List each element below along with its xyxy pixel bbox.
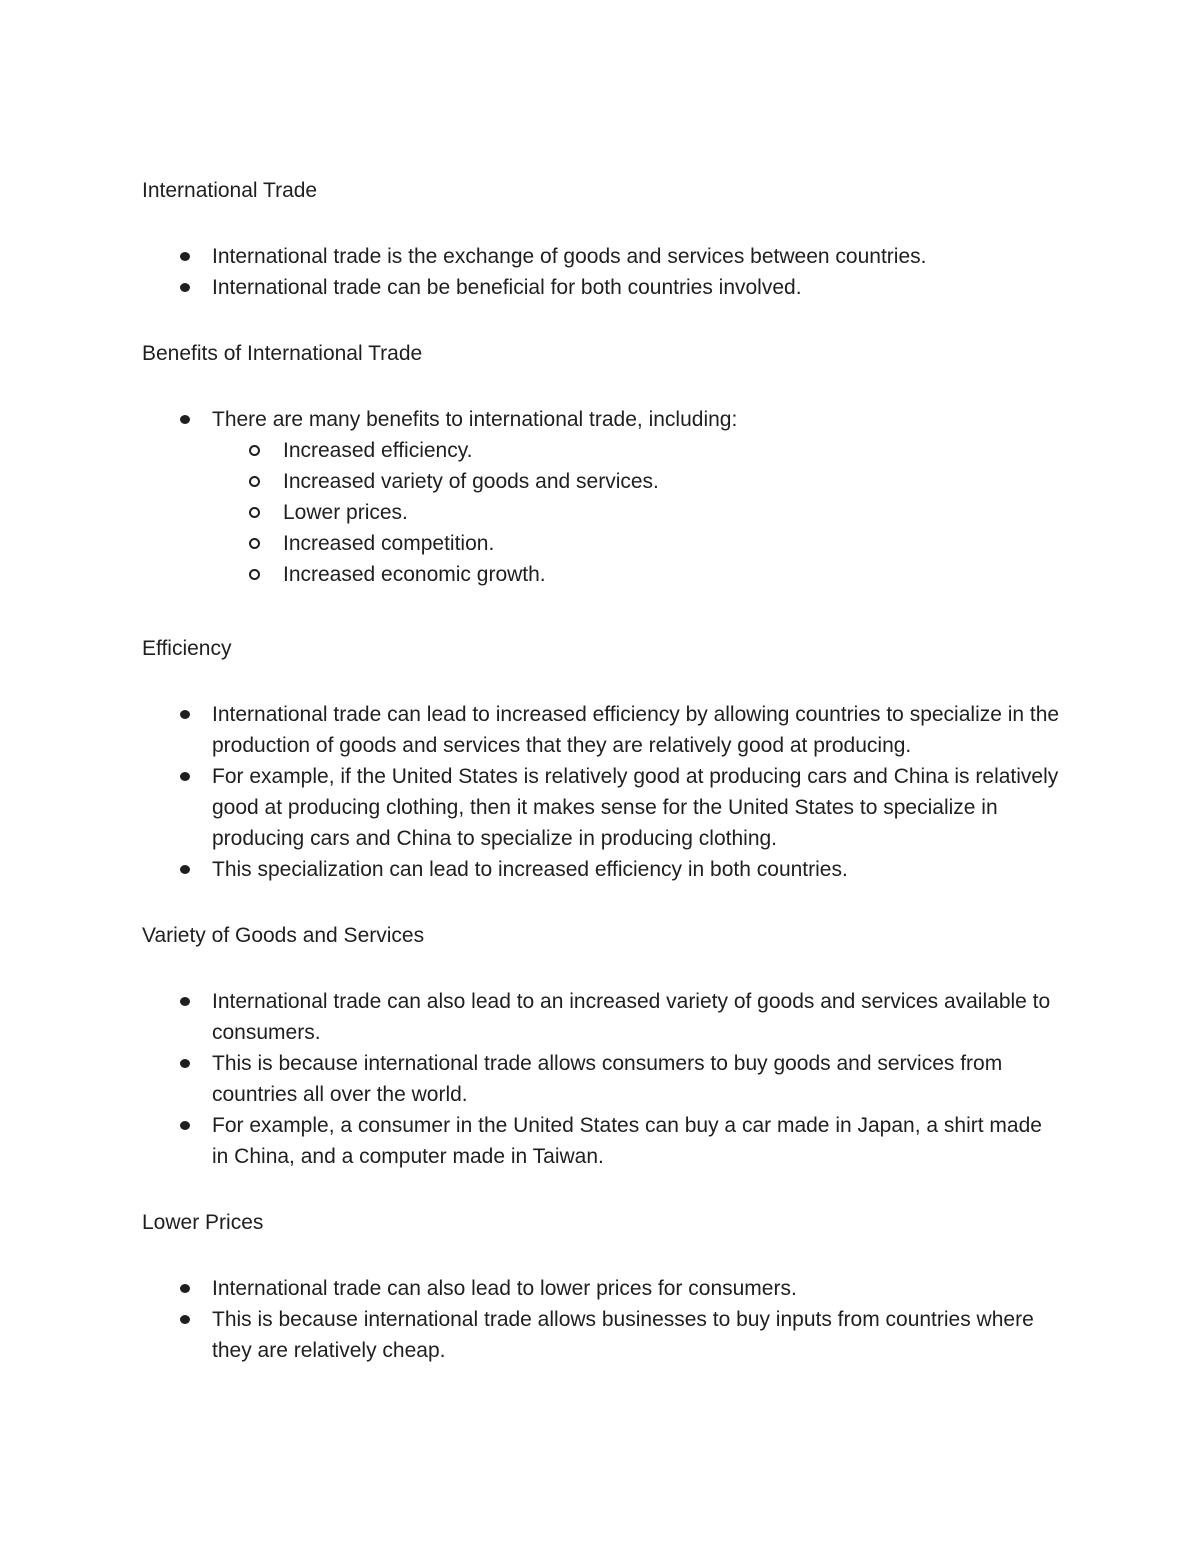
section-heading: International Trade	[142, 179, 318, 202]
list-item	[142, 761, 1062, 854]
list-item	[142, 986, 1062, 1048]
list-item-text: International trade is the exchange of goods and services between countries.	[212, 245, 927, 268]
list-item-text: There are many benefits to international trade, including:	[212, 408, 738, 431]
list-item-text: International trade can be beneficial for both countries involved.	[212, 276, 802, 299]
sub-bullet-list	[212, 435, 1062, 590]
bullet-icon	[180, 1121, 190, 1130]
hollow-bullet-icon	[249, 445, 260, 456]
bullet-icon	[180, 1059, 190, 1068]
sub-list-item	[212, 559, 1062, 590]
list-item	[142, 699, 1062, 761]
bullet-list	[142, 241, 1062, 303]
list-item-text: This is because international trade allows consumers to buy goods and services from countries all over the world.	[212, 1052, 1003, 1106]
bullet-list	[142, 1273, 1062, 1366]
section-benefits	[142, 338, 1062, 590]
section-heading: Benefits of International Trade	[142, 342, 423, 365]
bullet-list	[142, 404, 1062, 590]
sub-list-item	[212, 466, 1062, 497]
sub-list-item-text: Increased efficiency.	[283, 439, 473, 462]
list-item-text: For example, a consumer in the United States can buy a car made in Japan, a shirt made in China, and a computer made in Taiwan.	[212, 1114, 1042, 1168]
bullet-icon	[180, 772, 190, 781]
sub-list-item	[212, 497, 1062, 528]
bullet-icon	[180, 283, 190, 292]
list-item	[142, 1304, 1062, 1366]
bullet-icon	[180, 865, 190, 874]
list-item-text: International trade can also lead to lower prices for consumers.	[212, 1277, 797, 1300]
bullet-icon	[180, 1315, 190, 1324]
sub-list-item	[212, 528, 1062, 559]
bullet-list	[142, 699, 1062, 885]
section-variety	[142, 920, 1062, 1172]
list-item	[142, 1273, 1062, 1304]
section-international-trade	[142, 175, 1062, 303]
hollow-bullet-icon	[249, 507, 260, 518]
list-item	[142, 272, 1062, 303]
hollow-bullet-icon	[249, 569, 260, 580]
list-item-text: This specialization can lead to increased efficiency in both countries.	[212, 858, 848, 881]
list-item	[142, 1048, 1062, 1110]
list-item-text: This is because international trade allows businesses to buy inputs from countries where they are relatively cheap.	[212, 1308, 1034, 1362]
sub-list-item-text: Increased economic growth.	[283, 563, 546, 586]
section-heading: Lower Prices	[142, 1211, 264, 1234]
sub-list-item	[212, 435, 1062, 466]
list-item-text: International trade can also lead to an increased variety of goods and services available to consumers.	[212, 990, 1051, 1044]
list-item	[142, 241, 1062, 272]
list-item-text: International trade can lead to increased efficiency by allowing countries to specialize in the production of goods and services that they are relatively good at producing.	[212, 703, 1060, 757]
list-item	[142, 404, 1062, 590]
sub-list-item-text: Increased competition.	[283, 532, 495, 555]
list-item-text: For example, if the United States is relatively good at producing cars and China is relatively good at producing clothing, then it makes sense for the United States to specialize in producing cars and China to specialize in producing clothing.	[212, 765, 1059, 850]
bullet-list	[142, 986, 1062, 1172]
bullet-icon	[180, 1284, 190, 1293]
section-lower-prices	[142, 1207, 1062, 1366]
bullet-icon	[180, 997, 190, 1006]
hollow-bullet-icon	[249, 476, 260, 487]
document-body	[142, 175, 1062, 1401]
sub-list-item-text: Increased variety of goods and services.	[283, 470, 659, 493]
section-efficiency	[142, 633, 1062, 885]
bullet-icon	[180, 710, 190, 719]
section-heading: Variety of Goods and Services	[142, 924, 425, 947]
bullet-icon	[180, 415, 190, 424]
sub-list-item-text: Lower prices.	[283, 501, 408, 524]
list-item	[142, 854, 1062, 885]
section-heading: Efficiency	[142, 637, 232, 660]
list-item	[142, 1110, 1062, 1172]
hollow-bullet-icon	[249, 538, 260, 549]
bullet-icon	[180, 252, 190, 261]
